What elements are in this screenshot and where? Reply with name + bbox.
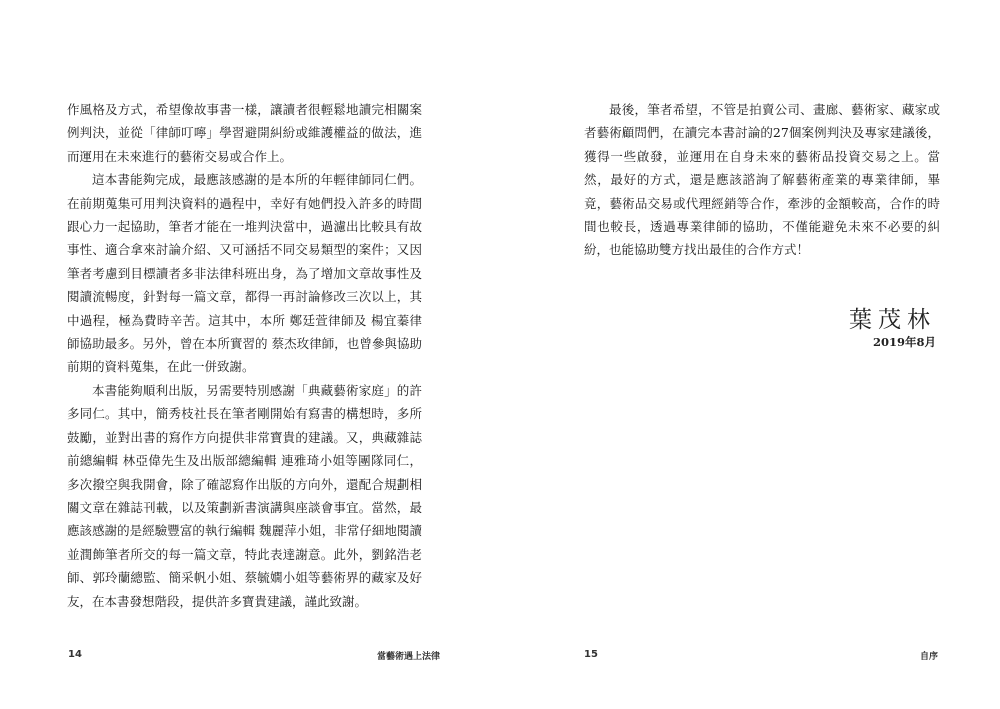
- body-paragraph: 最後，筆者希望，不管是拍賣公司、畫廊、藝術家、藏家或者藝術顧問們，在讀完本書討論的27個案例判決及專家建議後，獲得一些啟發，並運用在自身未來的藝術品投資交易之上。當然，最好的方式，還是應該諮詢了解藝術產業的專業律師，畢竟，藝術品交易或代理經銷等合作，牽涉的金額較高，合作的時間也較長，透過專業律師的協助，不僅能避免未來不必要的糾紛，也能協助雙方找出最佳的合作方式！: [584, 102, 940, 258]
- body-paragraph: 作風格及方式，希望像故事書一樣，讓讀者很輕鬆地讀完相關案例判決，並從「律師叮嚀」學習避開糾紛或維護權益的做法，進而運用在未來進行的藝術交易或合作上。: [67, 102, 422, 164]
- left-page-body: [67, 98, 422, 613]
- right-page: [500, 0, 1000, 709]
- body-paragraph: 本書能夠順利出版，另需要特別感謝「典藏藝術家庭」的許多同仁。其中，簡秀枝社長在筆者剛開始有寫書的構想時，多所鼓勵，並對出書的寫作方向提供非常寶貴的建議。又，典藏雜誌前總編輯 林亞偉先生及出版部總編輯 連雅琦小姐等團隊同仁，多次撥空與我開會，除了確認寫作出版的方向外，還配合規劃相關文章在雜誌刊載，以及策劃新書演講與座談會事宜。當然，最應該感謝的是經驗豐富的執行編輯 魏麗萍小姐，非常仔細地閱讀並潤飾筆者所交的每一篇文章，特此表達謝意。此外，劉銘浩老師、郭玲蘭總監、簡采帆小姐、蔡毓嫺小姐等藝術界的藏家及好友，在本書發想階段，提供許多寶貴建議，謹此致謝。: [67, 382, 422, 609]
- page-number: 15: [584, 649, 598, 660]
- running-head: 當藝術遇上法律: [377, 652, 441, 662]
- page-number: 14: [68, 649, 82, 660]
- running-head: 自序: [920, 652, 939, 662]
- right-page-body: [584, 98, 940, 262]
- signature-date: 2019年8月: [872, 335, 936, 349]
- body-paragraph: 這本書能夠完成，最應該感謝的是本所的年輕律師同仁們。在前期蒐集可用判決資料的過程中，幸好有她們投入許多的時間跟心力一起協助，筆者才能在一堆判決當中，過濾出比較具有故事性、適合拿來討論介紹、又可涵括不同交易類型的案件；又因筆者考慮到目標讀者多非法律科班出身，為了增加文章故事性及閱讀流暢度，針對每一篇文章，都得一再討論修改三次以上，其中過程，極為費時辛苦。這其中，本所 鄭廷萱律師及 楊宜蓁律師協助最多。另外，曾在本所實習的 蔡杰玫律師，也曾參與協助前期的資料蒐集，在此一併致謝。: [67, 172, 422, 375]
- author-signature: 葉茂林: [849, 307, 936, 333]
